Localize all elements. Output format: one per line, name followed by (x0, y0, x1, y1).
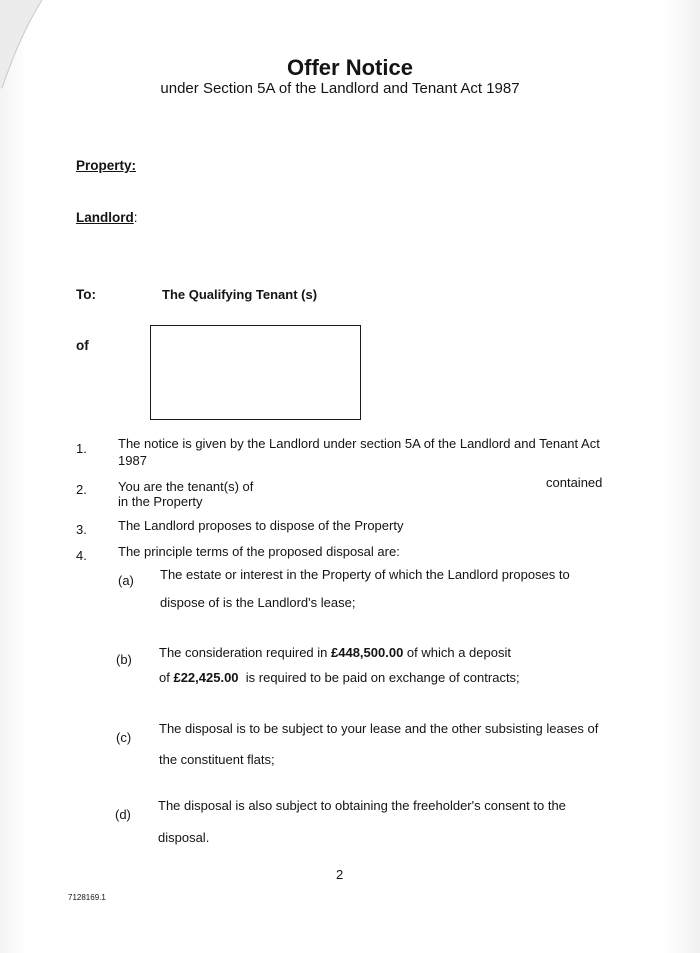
to-value: The Qualifying Tenant (s) (162, 287, 318, 302)
sub-item-b-line2-pre: of (159, 670, 174, 685)
sub-item-letter: (c) (116, 730, 132, 745)
landlord-label-row (76, 209, 138, 227)
sub-item-letter: (a) (118, 573, 134, 588)
item-2-line1-right: contained (546, 475, 603, 490)
deposit-amount: £22,425.00 (173, 670, 239, 685)
sub-item-d-line1: The disposal is also subject to obtaining the freeholder's consent to the (158, 798, 566, 813)
item-2-line1: You are the tenant(s) of (118, 479, 254, 494)
sub-item-d-line2: disposal. (158, 830, 210, 845)
item-1-line2: 1987 (118, 453, 147, 468)
document-title: Offer Notice (287, 55, 413, 80)
sub-item-letter: (d) (115, 807, 131, 822)
sub-item-b-line1-pre: The consideration required in (159, 645, 331, 660)
tenant-address-box (150, 325, 361, 420)
to-label: To: (76, 287, 96, 302)
landlord-label: Landlord (76, 210, 134, 225)
item-4-line1: The principle terms of the proposed disposal are: (118, 544, 400, 559)
sale-amount: £448,500.00 (331, 645, 404, 660)
property-label: Property: (76, 158, 137, 173)
sub-item-b-line2-post: is required to be paid on exchange of contracts; (238, 670, 520, 685)
item-number: 4. (76, 548, 87, 563)
item-2-line2: in the Property (118, 494, 203, 509)
sub-item-b-line1-post: of which a deposit (403, 645, 511, 660)
item-number: 1. (76, 441, 87, 456)
sub-item-a-line1: The estate or interest in the Property of which the Landlord proposes to (160, 567, 570, 582)
item-1-line1: The notice is given by the Landlord under section 5A of the Landlord and Tenant Act (118, 436, 600, 451)
item-3-line1: The Landlord proposes to dispose of the Property (118, 518, 404, 533)
sub-item-c-line2: the constituent flats; (159, 752, 275, 767)
sub-item-c-line1: The disposal is to be subject to your lease and the other subsisting leases of (159, 721, 599, 736)
item-number: 2. (76, 482, 87, 497)
sub-item-a-line2: dispose of is the Landlord's lease; (160, 595, 356, 610)
item-number: 3. (76, 522, 87, 537)
landlord-colon: : (133, 210, 138, 225)
of-label: of (76, 338, 89, 353)
page-number: 2 (336, 867, 344, 882)
document-reference: 7128169.1 (68, 893, 106, 902)
sub-item-letter: (b) (116, 652, 132, 667)
sub-item-b-line2 (159, 663, 520, 693)
document-subtitle: under Section 5A of the Landlord and Tenant Act 1987 (160, 80, 520, 97)
